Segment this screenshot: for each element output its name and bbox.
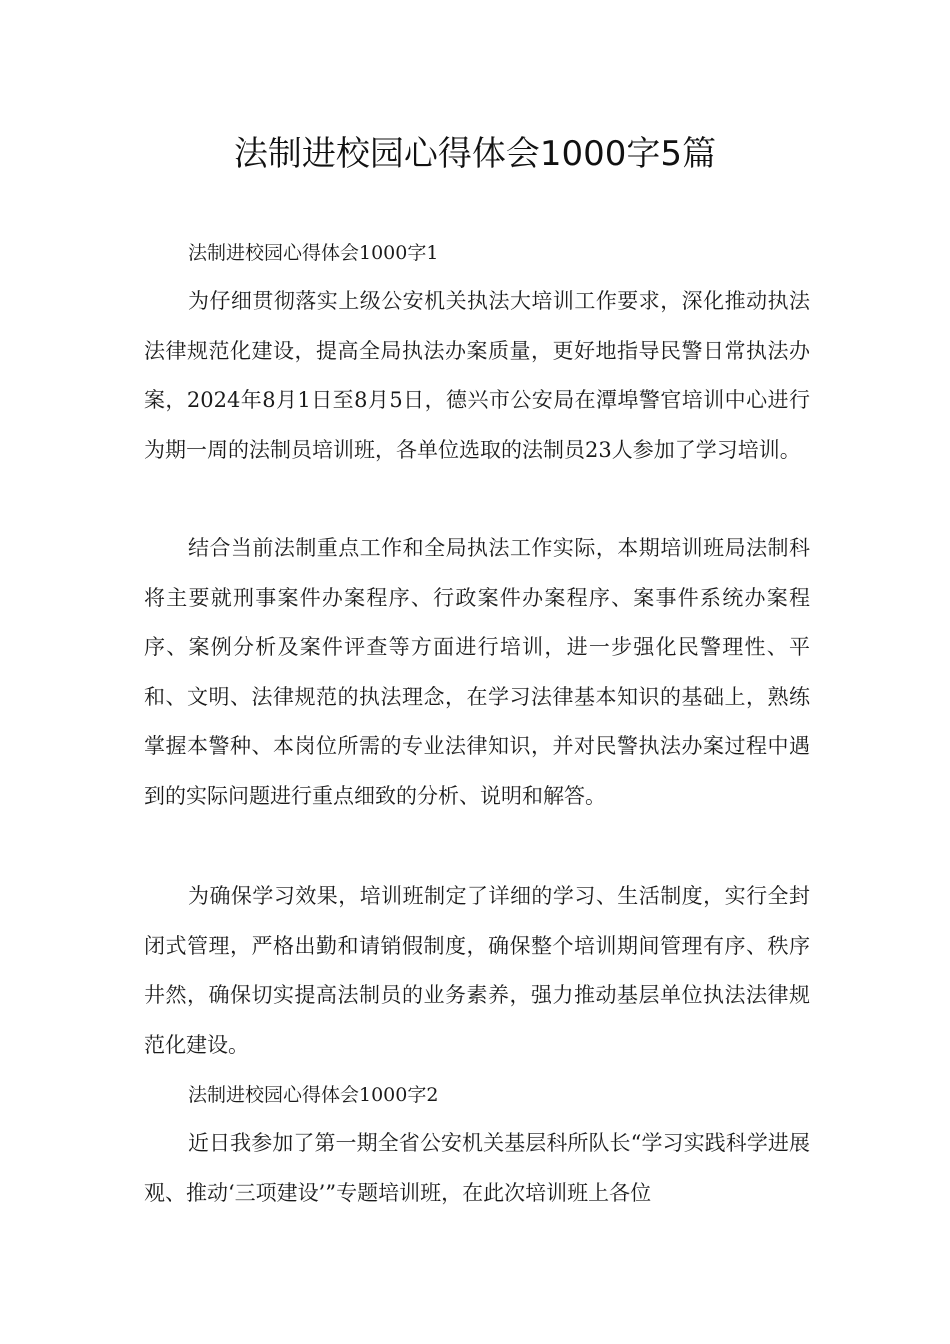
paragraph: 结合当前法制重点工作和全局执法工作实际，本期培训班局法制科将主要就刑事案件办案程序、行政案件办案程序、案事件系统办案程序、案例分析及案件评查等方面进行培训，进一步强化民警理性、平和、文明、法律规范的执法理念，在学习法律基本知识的基础上，熟练掌握本警种、本岗位所需的专业法律知识，并对民警执法办案过程中遇到的实际问题进行重点细致的分析、说明和解答。 <box>144 536 810 808</box>
section-heading-1: 法制进校园心得体会1000字1 <box>188 242 439 264</box>
document-title: 法制进校园心得体会1000字5篇 <box>233 134 717 174</box>
section-heading-2: 法制进校园心得体会1000字2 <box>188 1084 439 1106</box>
paragraph: 近日我参加了第一期全省公安机关基层科所队长“学习实践科学进展观、推动‘三项建设’”专题培训班，在此次培训班上各位 <box>144 1131 810 1205</box>
paragraph: 为确保学习效果，培训班制定了详细的学习、生活制度，实行全封闭式管理，严格出勤和请销假制度，确保整个培训期间管理有序、秩序井然，确保切实提高法制员的业务素养，强力推动基层单位执法法律规范化建设。 <box>144 884 810 1057</box>
paragraph: 为仔细贯彻落实上级公安机关执法大培训工作要求，深化推动执法法律规范化建设，提高全局执法办案质量，更好地指导民警日常执法办案，2024年8月1日至8月5日，德兴市公安局在潭埠警官培训中心进行为期一周的法制员培训班，各单位选取的法制员23人参加了学习培训。 <box>144 289 810 462</box>
